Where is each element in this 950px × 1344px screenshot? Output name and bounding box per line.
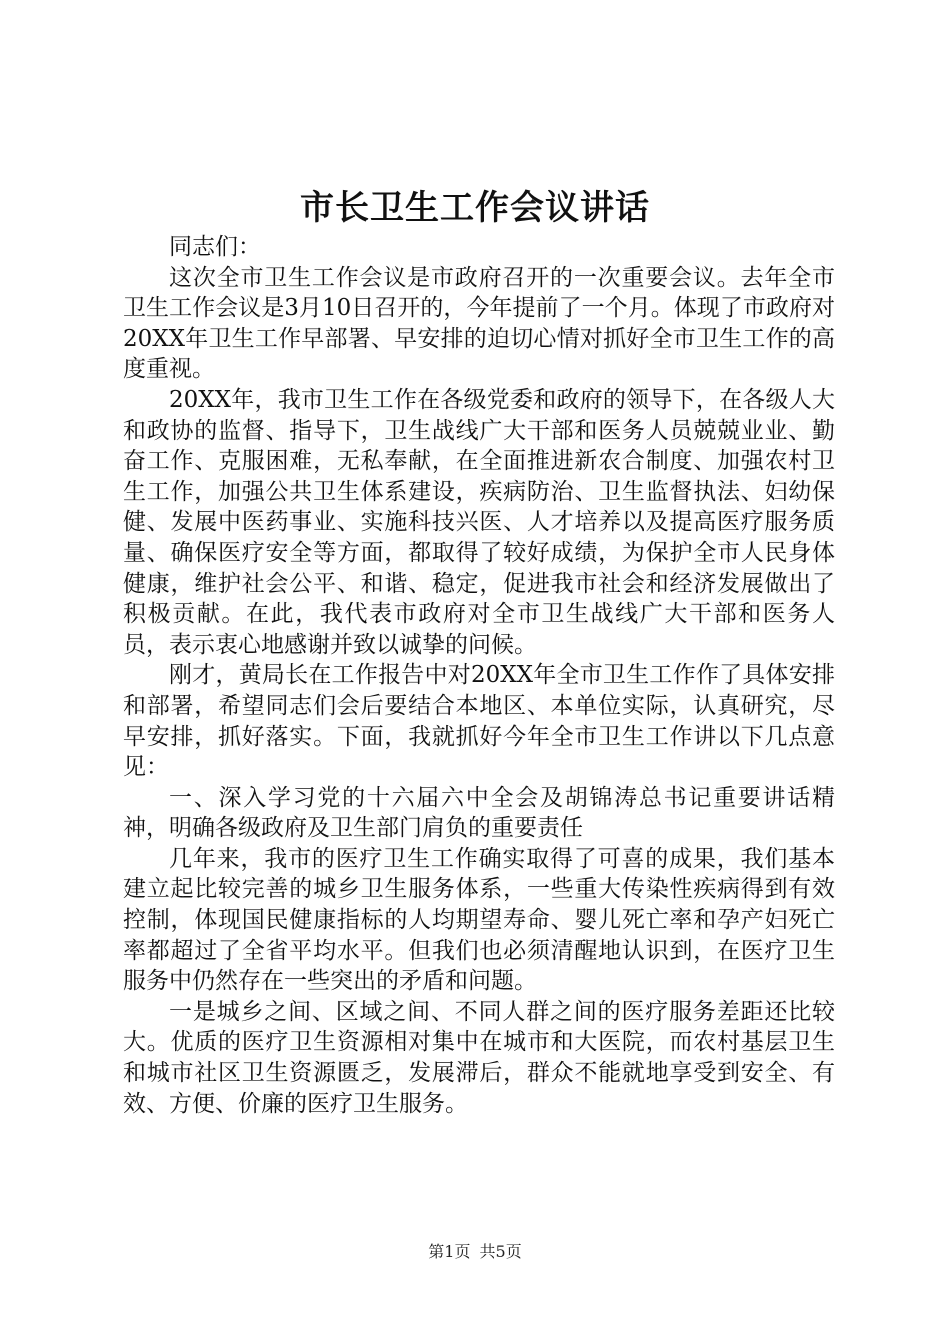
paragraph: 刚才，黄局长在工作报告中对20XX年全市卫生工作作了具体安排和部署，希望同志们会后要结合本地区、本单位实际，认真研究，尽早安排，抓好落实。下面，我就抓好今年全市卫生工作讲以下几点意见： [123, 662, 835, 781]
document-title: 市长卫生工作会议讲话 [300, 188, 650, 228]
page-number: 第1页 [428, 1242, 471, 1261]
paragraph: 几年来，我市的医疗卫生工作确实取得了可喜的成果，我们基本建立起比较完善的城乡卫生服务体系，一些重大传染性疾病得到有效控制，体现国民健康指标的人均期望寿命、婴儿死亡率和孕产妇死亡率都超过了全省平均水平。但我们也必须清醒地认识到，在医疗卫生服务中仍然存在一些突出的矛盾和问题。 [123, 845, 835, 995]
section-heading: 一、深入学习党的十六届六中全会及胡锦涛总书记重要讲话精神，明确各级政府及卫生部门肩负的重要责任 [123, 784, 835, 842]
paragraph: 这次全市卫生工作会议是市政府召开的一次重要会议。去年全市卫生工作会议是3月10日召开的，今年提前了一个月。体现了市政府对20XX年卫生工作早部署、早安排的迫切心情对抓好全市卫生工作的高度重视。 [123, 264, 835, 383]
page-total: 共5页 [479, 1242, 522, 1261]
paragraph: 20XX年，我市卫生工作在各级党委和政府的领导下，在各级人大和政协的监督、指导下，卫生战线广大干部和医务人员兢兢业业、勤奋工作、克服困难，无私奉献，在全面推进新农合制度、加强农村卫生工作，加强公共卫生体系建设，疾病防治、卫生监督执法、妇幼保健、发展中医药事业、实施科技兴医、人才培养以及提高医疗服务质量、确保医疗安全等方面，都取得了较好成绩，为保护全市人民身体健康，维护社会公平、和谐、稳定，促进我市社会和经济发展做出了积极贡献。在此，我代表市政府对全市卫生战线广大干部和医务人员，表示衷心地感谢并致以诚挚的问候。 [123, 386, 835, 658]
document-body [123, 232, 835, 1119]
paragraph: 一是城乡之间、区域之间、不同人群之间的医疗服务差距还比较大。优质的医疗卫生资源相对集中在城市和大医院，而农村基层卫生和城市社区卫生资源匮乏，发展滞后，群众不能就地享受到安全、有效、方便、价廉的医疗卫生服务。 [123, 998, 835, 1117]
paragraph-salutation: 同志们： [169, 234, 261, 260]
page-footer [0, 1240, 950, 1264]
